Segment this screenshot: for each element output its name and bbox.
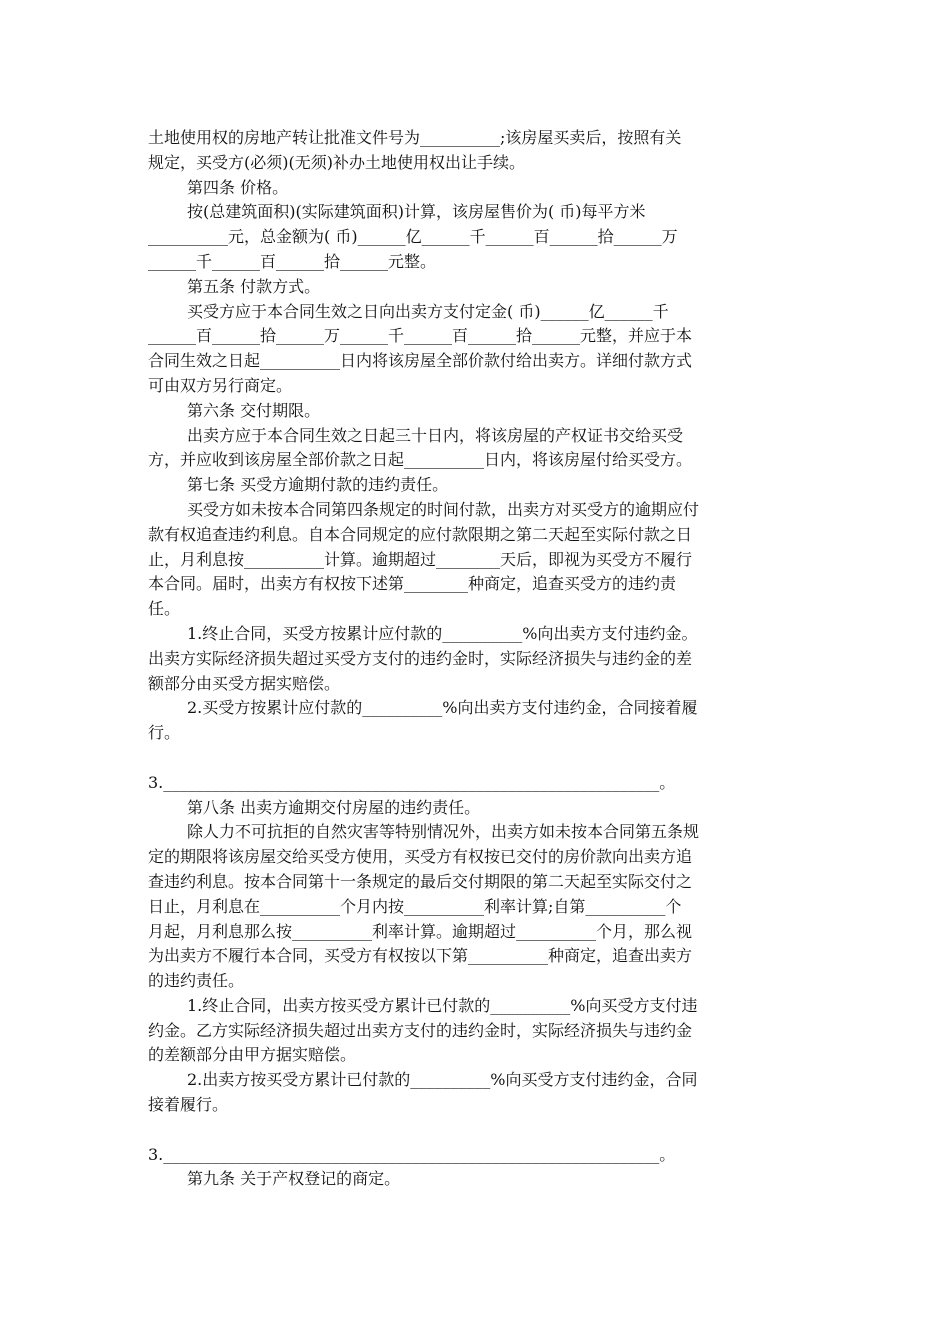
document-line: 行。 <box>148 723 181 743</box>
document-line: 为出卖方不履行本合同，买受方有权按以下第__________种商定，追查出卖方 <box>148 946 693 966</box>
document-line: 3.______________________________________________________________。 <box>148 772 676 792</box>
document-line: 除人力不可抗拒的自然灾害等特别情况外，出卖方如未按本合同第五条规 <box>187 822 700 842</box>
document-line: 额部分由买受方据实赔偿。 <box>148 673 341 693</box>
document-line: 合同生效之日起__________日内将该房屋全部价款付给出卖方。详细付款方式 <box>148 351 693 371</box>
document-line: 日止，月利息在__________个月内按__________利率计算;自第__________个 <box>148 896 682 916</box>
blank-line <box>148 746 806 771</box>
document-line: 第九条 关于产权登记的商定。 <box>187 1169 401 1189</box>
document-line: 规定，买受方(必须)(无须)补办土地使用权出让手续。 <box>148 152 525 172</box>
document-line: __________元，总金额为( 币)______亿______千______百______拾______万 <box>148 227 678 247</box>
document-line: 出卖方实际经济损失超过买受方支付的违约金时，实际经济损失与违约金的差 <box>148 648 693 668</box>
document-line: 2.买受方按累计应付款的__________%向出卖方支付违约金，合同接着履 <box>187 698 698 718</box>
document-line: 第六条 交付期限。 <box>187 400 321 420</box>
document-line: 第七条 买受方逾期付款的违约责任。 <box>187 475 449 495</box>
document-line: 止，月利息按__________计算。逾期超过________天后，即视为买受方不履行 <box>148 549 693 569</box>
document-line: 可由双方另行商定。 <box>148 375 293 395</box>
document-line: 1.终止合同，出卖方按买受方累计已付款的__________%向买受方支付违 <box>187 995 698 1015</box>
document-line: 约金。乙方实际经济损失超过出卖方支付的违约金时，实际经济损失与违约金 <box>148 1020 693 1040</box>
document-body <box>148 126 806 1192</box>
document-line: 第四条 价格。 <box>187 177 289 197</box>
document-line: 的差额部分由甲方据实赔偿。 <box>148 1045 357 1065</box>
document-line: 按(总建筑面积)(实际建筑面积)计算，该房屋售价为( 币)每平方米 <box>187 202 646 222</box>
document-line: 3.______________________________________________________________。 <box>148 1144 676 1164</box>
document-line: ______百______拾______万______千______百______拾______元整，并应于本 <box>148 326 693 346</box>
document-line: 1.终止合同，买受方按累计应付款的__________%向出卖方支付违约金。 <box>187 623 698 643</box>
document-line: 接着履行。 <box>148 1095 229 1115</box>
document-line: 土地使用权的房地产转让批准文件号为__________;该房屋买卖后，按照有关 <box>148 128 682 147</box>
document-line: 月起，月利息那么按__________利率计算。逾期超过__________个月，那么视 <box>148 921 693 941</box>
document-line: 查违约利息。按本合同第十一条规定的最后交付期限的第二天起至实际交付之 <box>148 871 693 891</box>
document-line: 出卖方应于本合同生效之日起三十日内，将该房屋的产权证书交给买受 <box>187 425 684 445</box>
document-line: 买受方如未按本合同第四条规定的时间付款，出卖方对买受方的逾期应付 <box>187 499 700 519</box>
blank-line <box>148 1118 806 1143</box>
document-line: 款有权追查违约利息。自本合同规定的应付款限期之第二天起至实际付款之日 <box>148 524 693 544</box>
document-line: 方，并应收到该房屋全部价款之日起__________日内，将该房屋付给买受方。 <box>148 450 693 470</box>
document-line: 2.出卖方按买受方累计已付款的__________%向买受方支付违约金，合同 <box>187 1070 698 1090</box>
document-line: 第五条 付款方式。 <box>187 276 321 296</box>
document-line: 买受方应于本合同生效之日向出卖方支付定金( 币)______亿______千 <box>187 301 669 321</box>
document-line: 第八条 出卖方逾期交付房屋的违约责任。 <box>187 797 481 817</box>
document-line: 任。 <box>148 599 181 619</box>
document-line: 的违约责任。 <box>148 971 245 991</box>
document-line: 本合同。届时，出卖方有权按下述第________种商定，追查买受方的违约责 <box>148 574 677 594</box>
document-line: 定的期限将该房屋交给买受方使用，买受方有权按已交付的房价款向出卖方追 <box>148 847 693 867</box>
document-line: ______千______百______拾______元整。 <box>148 251 437 271</box>
